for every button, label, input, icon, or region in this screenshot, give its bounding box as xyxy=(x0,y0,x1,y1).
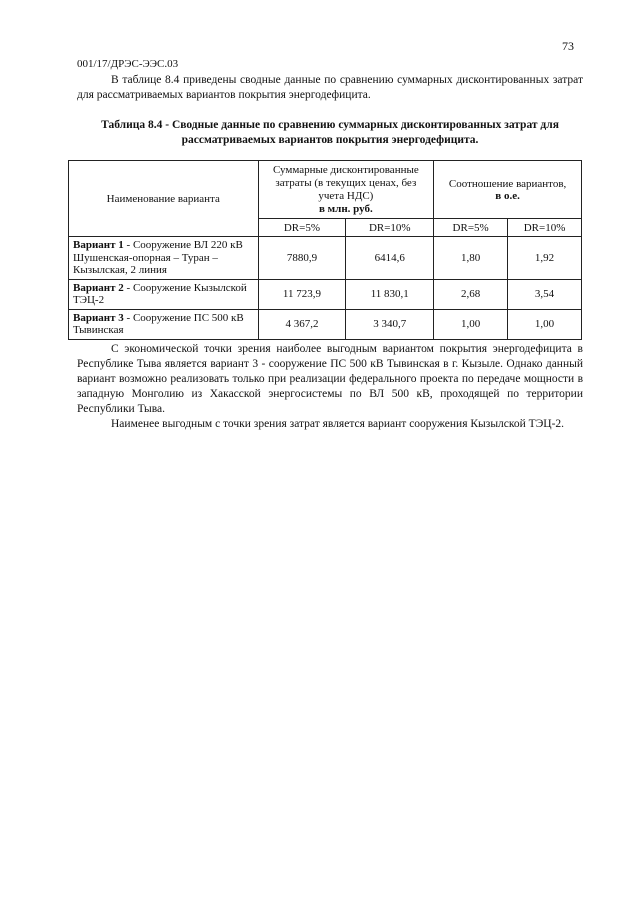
cost-dr5-cell: 4 367,2 xyxy=(258,309,346,339)
variant-name-cell xyxy=(69,279,259,309)
variant-label: Вариант 3 xyxy=(73,311,124,324)
table-caption: Таблица 8.4 - Сводные данные по сравнению суммарных дисконтированных затрат для рассматриваемых вариантов покрытия энергодефицита. xyxy=(101,119,559,146)
header-sum-costs xyxy=(258,161,434,219)
ratio-dr5-cell: 1,80 xyxy=(434,237,508,280)
variant-label: Вариант 2 xyxy=(73,281,124,294)
header-ratio xyxy=(434,161,582,219)
conclusion-paragraph-1: С экономической точки зрения наиболее выгодным вариантом покрытия энергодефицита в Республике Тыва является вариант 3 - сооружение ПС 500 кВ Тывинская в г. Кызыле. Однако данный вариант возможно реализовать только при реализации федерального проекта по передаче мощности в западную Монголию из Хакасской энергосистемы по ВЛ 500 кВ, проходящей по территории Республики Тыва. xyxy=(77,343,583,415)
conclusion-text xyxy=(77,342,583,432)
ratio-dr5-cell: 1,00 xyxy=(434,309,508,339)
conclusion-paragraph-2: Наименее выгодным с точки зрения затрат является вариант сооружения Кызылской ТЭЦ-2. xyxy=(111,418,565,430)
table-row xyxy=(69,309,582,339)
header-sum-costs-text: Суммарные дисконтированные затраты (в текущих ценах, без учета НДС) xyxy=(272,163,419,202)
cost-dr5-cell: 7880,9 xyxy=(258,237,346,280)
cost-dr10-cell: 3 340,7 xyxy=(346,309,434,339)
header-ratio-dr5: DR=5% xyxy=(434,219,508,237)
ratio-dr5-cell: 2,68 xyxy=(434,279,508,309)
cost-comparison-table xyxy=(68,160,582,340)
page-number: 73 xyxy=(562,39,574,53)
document-code: 001/17/ДРЭС-ЭЭС.03 xyxy=(77,58,179,70)
cost-dr10-cell: 6414,6 xyxy=(346,237,434,280)
header-cost-dr5: DR=5% xyxy=(258,219,346,237)
cost-dr10-cell: 11 830,1 xyxy=(346,279,434,309)
ratio-dr10-cell: 3,54 xyxy=(508,279,582,309)
variant-name-cell xyxy=(69,237,259,280)
header-ratio-dr10: DR=10% xyxy=(508,219,582,237)
table-row xyxy=(69,279,582,309)
table-row xyxy=(69,237,582,280)
header-ratio-unit: в о.е. xyxy=(495,189,520,202)
variant-name-cell xyxy=(69,309,259,339)
header-sum-costs-unit: в млн. руб. xyxy=(318,202,373,215)
ratio-dr10-cell: 1,00 xyxy=(508,309,582,339)
variant-description: - Сооружение ВЛ 220 кВ Шушенская-опорная – Туран – Кызылская, 2 линия xyxy=(73,239,243,276)
header-cost-dr10: DR=10% xyxy=(346,219,434,237)
intro-paragraph xyxy=(77,73,583,103)
variant-description: - Сооружение ПС 500 кВ Тывинская xyxy=(73,311,244,336)
header-ratio-text: Соотношение вариантов, xyxy=(448,177,567,190)
ratio-dr10-cell: 1,92 xyxy=(508,237,582,280)
header-variant-name: Наименование варианта xyxy=(69,161,259,237)
variant-description: - Сооружение Кызылской ТЭЦ-2 xyxy=(73,281,247,306)
variant-label: Вариант 1 xyxy=(73,239,124,251)
cost-dr5-cell: 11 723,9 xyxy=(258,279,346,309)
intro-text: В таблице 8.4 приведены сводные данные по сравнению суммарных дисконтированных затрат для рассматриваемых вариантов покрытия энергодефицита. xyxy=(77,74,583,101)
